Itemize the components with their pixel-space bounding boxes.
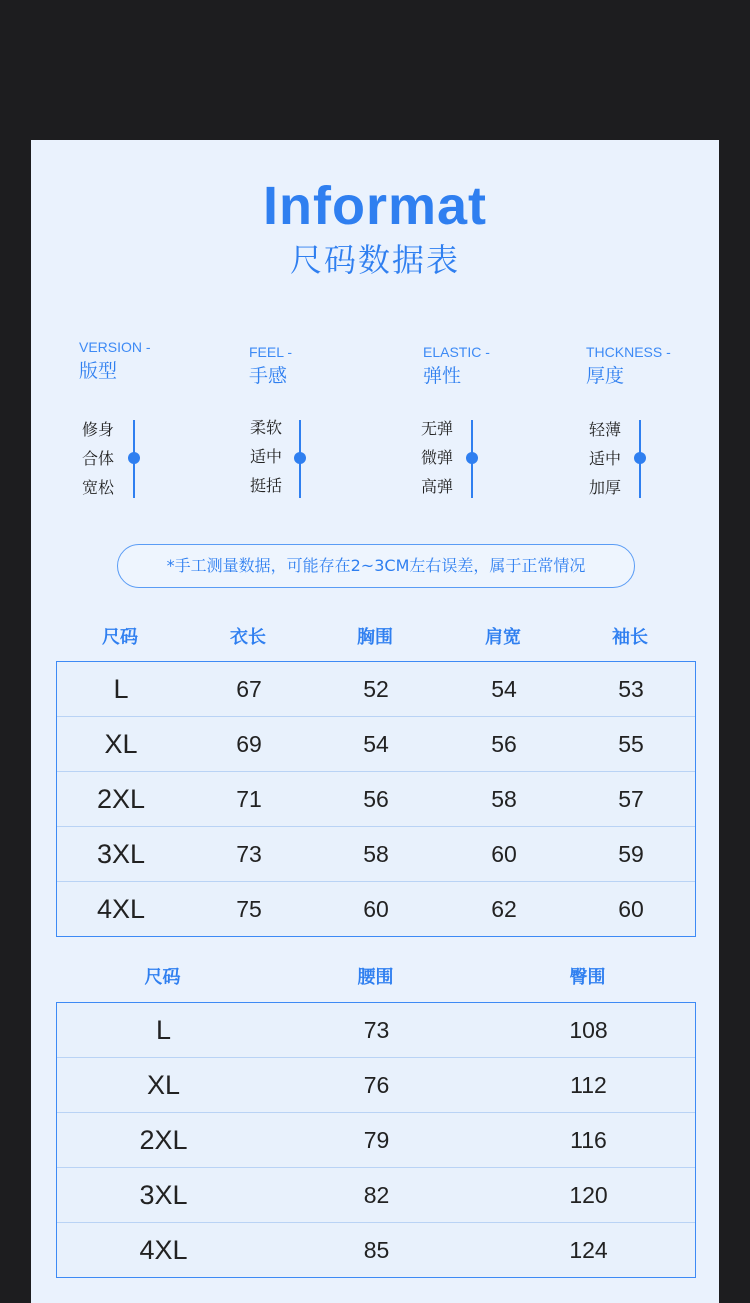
waist-hip-table-header	[56, 958, 694, 998]
waist-cell: 79	[363, 1127, 390, 1153]
size-cell: 2XL	[139, 1125, 188, 1155]
length-cell: 67	[236, 676, 262, 702]
waist-cell: 82	[363, 1182, 390, 1208]
hip-cell: 112	[570, 1072, 607, 1098]
size-table-header	[56, 618, 694, 658]
length-cell: 73	[236, 841, 262, 867]
size-cell: 3XL	[96, 839, 146, 869]
chest-cell: 60	[363, 896, 389, 922]
attribute-cn-label: 版型	[79, 360, 118, 382]
sleeve-cell: 57	[618, 786, 644, 812]
length-cell: 75	[236, 896, 262, 922]
sleeve-cell: 60	[618, 896, 644, 922]
sleeve-cell: 53	[618, 676, 644, 702]
size-cell: 4XL	[96, 894, 146, 924]
attribute-en-label: VERSION -	[79, 339, 151, 355]
thickness-scale	[589, 416, 649, 500]
table-row	[57, 1058, 695, 1113]
column-header: 尺码	[102, 627, 138, 648]
chest-cell: 52	[363, 676, 389, 702]
elastic-scale	[421, 416, 481, 500]
size-cell: L	[113, 674, 129, 704]
scale-option: 高弹	[421, 477, 454, 496]
scale-option: 适中	[589, 449, 622, 468]
waist-cell: 85	[363, 1237, 390, 1263]
table-row	[57, 772, 695, 827]
attribute-en-label: THCKNESS -	[586, 344, 671, 360]
shoulder-cell: 56	[491, 731, 517, 757]
size-cell: XL	[146, 1070, 181, 1100]
attribute-version	[79, 338, 229, 384]
column-header: 袖长	[612, 627, 648, 648]
scale-marker-dot	[466, 452, 478, 464]
scale-option: 修身	[82, 420, 115, 439]
attribute-en-label: FEEL -	[249, 344, 293, 360]
chest-cell: 56	[363, 786, 389, 812]
shoulder-cell: 60	[491, 841, 517, 867]
column-header: 衣长	[230, 627, 266, 648]
scale-option: 合体	[82, 449, 115, 468]
column-header: 臀围	[569, 967, 606, 988]
attribute-elastic	[423, 343, 573, 389]
measurement-note: *手工测量数据，可能存在2~3CM左右误差，属于正常情况	[117, 544, 635, 588]
shoulder-cell: 54	[491, 676, 517, 702]
scale-marker-dot	[294, 452, 306, 464]
attribute-cn-label: 弹性	[423, 365, 462, 387]
size-chart-card	[31, 140, 719, 1303]
page-subtitle: 尺码数据表	[289, 241, 460, 279]
shoulder-cell: 62	[491, 896, 517, 922]
waist-hip-table	[56, 1002, 696, 1278]
attribute-cn-label: 厚度	[586, 365, 625, 387]
scale-option: 无弹	[421, 419, 454, 438]
column-header: 胸围	[357, 627, 393, 648]
size-cell: 2XL	[96, 784, 146, 814]
sleeve-cell: 59	[618, 841, 644, 867]
chest-cell: 58	[363, 841, 389, 867]
scale-option: 宽松	[82, 478, 115, 497]
size-cell: XL	[104, 729, 138, 759]
length-cell: 69	[236, 731, 262, 757]
scale-option: 挺括	[250, 476, 283, 495]
scale-option: 适中	[250, 447, 283, 466]
scale-option: 微弹	[421, 448, 454, 467]
table-row	[57, 717, 695, 772]
waist-cell: 76	[363, 1072, 390, 1098]
table-row	[57, 1223, 695, 1277]
waist-cell: 73	[363, 1017, 390, 1043]
sleeve-cell: 55	[618, 731, 644, 757]
column-header: 肩宽	[485, 627, 521, 648]
column-header: 尺码	[144, 967, 181, 988]
scale-marker-dot	[634, 452, 646, 464]
shoulder-cell: 58	[491, 786, 517, 812]
page-title: Informat	[263, 176, 487, 236]
scale-marker-dot	[128, 452, 140, 464]
size-cell: L	[155, 1015, 172, 1045]
attribute-thickness	[586, 343, 736, 389]
scale-option: 轻薄	[589, 420, 622, 439]
size-table	[56, 661, 696, 937]
scale-option: 柔软	[250, 418, 283, 437]
table-row	[57, 662, 695, 717]
table-row	[57, 1168, 695, 1223]
hip-cell: 116	[570, 1127, 607, 1153]
attribute-en-label: ELASTIC -	[423, 344, 490, 360]
table-row	[57, 882, 695, 936]
length-cell: 71	[236, 786, 262, 812]
hip-cell: 124	[569, 1237, 608, 1263]
table-row	[57, 1003, 695, 1058]
size-cell: 3XL	[139, 1180, 188, 1210]
attribute-cn-label: 手感	[249, 365, 288, 387]
table-row	[57, 1113, 695, 1168]
version-scale	[82, 416, 142, 500]
size-cell: 4XL	[139, 1235, 188, 1265]
hip-cell: 108	[569, 1017, 608, 1043]
feel-scale	[250, 416, 310, 500]
attribute-feel	[249, 343, 399, 389]
table-row	[57, 827, 695, 882]
scale-option: 加厚	[589, 478, 622, 497]
column-header: 腰围	[357, 967, 394, 988]
chest-cell: 54	[363, 731, 389, 757]
hip-cell: 120	[569, 1182, 608, 1208]
